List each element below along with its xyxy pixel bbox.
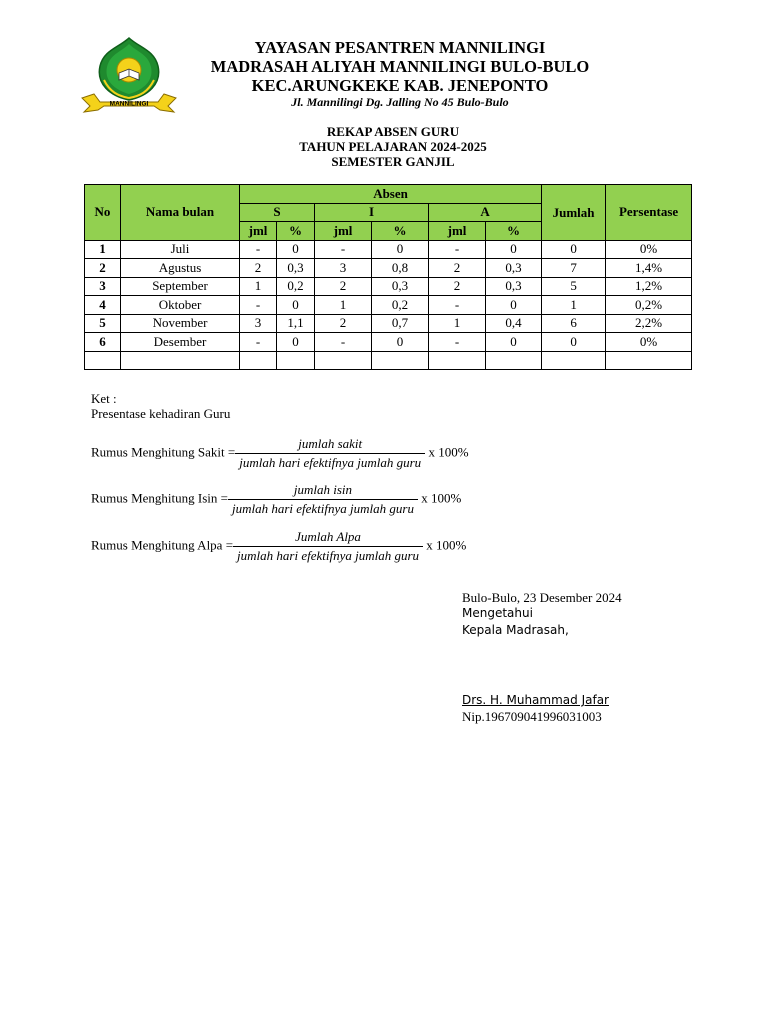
cell-a-pct: 0,3 [486,277,542,296]
header-absen: Absen [240,185,542,204]
cell-persentase: 1,2% [606,277,692,296]
header-jumlah: Jumlah [542,185,606,241]
formula-alpa [91,529,466,563]
signature-name: Drs. H. Muhammad Jafar [462,693,609,707]
header-a-pct: % [486,222,542,241]
formula-isin [91,482,461,516]
formula-alpa-label: Rumus Menghitung Alpa = [91,537,234,553]
report-title: REKAP ABSEN GURU [326,124,460,139]
cell-bulan: Agustus [121,259,240,278]
cell-no: 3 [85,277,121,296]
signature-position: Kepala Madrasah, [462,623,569,637]
table-row [85,296,692,315]
cell-empty [542,351,606,370]
cell-s-pct: 1,1 [277,314,315,333]
cell-i-pct: 0,8 [372,259,429,278]
header-i-pct: % [372,222,429,241]
cell-i-pct: 0,2 [372,296,429,315]
cell-i-pct: 0,3 [372,277,429,296]
cell-s-jml: 3 [240,314,277,333]
formula-alpa-numerator: Jumlah Alpa [233,529,423,547]
cell-persentase: 0% [606,240,692,259]
cell-a-pct: 0 [486,296,542,315]
table-row [85,277,692,296]
cell-a-jml: 2 [429,277,486,296]
signature-mengetahui: Mengetahui [462,606,533,620]
cell-s-jml: - [240,296,277,315]
cell-no: 5 [85,314,121,333]
cell-s-pct: 0 [277,240,315,259]
cell-persentase: 2,2% [606,314,692,333]
cell-i-pct: 0 [372,240,429,259]
cell-bulan: November [121,314,240,333]
table-row [85,314,692,333]
cell-persentase: 0% [606,333,692,352]
cell-jumlah: 0 [542,240,606,259]
cell-jumlah: 5 [542,277,606,296]
cell-s-pct: 0,3 [277,259,315,278]
cell-jumlah: 7 [542,259,606,278]
cell-no: 4 [85,296,121,315]
formula-sakit [91,436,469,470]
cell-i-jml: 2 [315,277,372,296]
cell-bulan: Desember [121,333,240,352]
foundation-name: YAYASAN PESANTREN MANNILINGI [254,38,546,57]
cell-s-jml: 1 [240,277,277,296]
header-nama-bulan: Nama bulan [121,185,240,241]
ket-label: Ket : [91,391,117,406]
header-s-jml: jml [240,222,277,241]
cell-s-pct: 0 [277,296,315,315]
school-address: Jl. Mannilingi Dg. Jalling No 45 Bulo-Bulo [291,95,509,109]
signature-place-date: Bulo-Bulo, 23 Desember 2024 [462,590,622,605]
svg-text:MANNILINGI: MANNILINGI [109,100,149,108]
formula-sakit-fraction [235,436,425,471]
cell-empty [606,351,692,370]
cell-no: 1 [85,240,121,259]
cell-empty [277,351,315,370]
formula-sakit-label: Rumus Menghitung Sakit = [91,444,236,460]
header-s-pct: % [277,222,315,241]
cell-a-jml: - [429,296,486,315]
header-divider [84,113,691,114]
cell-empty [121,351,240,370]
cell-i-pct: 0 [372,333,429,352]
header-no: No [85,185,121,241]
formula-alpa-denominator: jumlah hari efektifnya jumlah guru [237,548,420,563]
cell-s-pct: 0,2 [277,277,315,296]
formula-isin-denominator: jumlah hari efektifnya jumlah guru [231,501,414,516]
header-izin: I [315,203,429,222]
cell-s-jml: 2 [240,259,277,278]
formula-sakit-numerator: jumlah sakit [235,436,425,454]
cell-a-pct: 0 [486,240,542,259]
cell-i-jml: - [315,240,372,259]
cell-empty [429,351,486,370]
ket-description: Presentase kehadiran Guru [91,406,231,421]
cell-empty [486,351,542,370]
cell-a-jml: - [429,333,486,352]
cell-jumlah: 0 [542,333,606,352]
formula-isin-suffix: x 100% [421,490,462,506]
report-semester: SEMESTER GANJIL [331,154,455,169]
cell-bulan: September [121,277,240,296]
cell-a-jml: - [429,240,486,259]
header-persentase: Persentase [606,185,692,241]
cell-a-pct: 0 [486,333,542,352]
cell-empty [240,351,277,370]
cell-i-jml: 1 [315,296,372,315]
cell-i-jml: 3 [315,259,372,278]
attendance-table [84,184,692,370]
signature-nip: Nip.196709041996031003 [462,709,602,724]
cell-a-pct: 0,4 [486,314,542,333]
cell-a-pct: 0,3 [486,259,542,278]
cell-empty [315,351,372,370]
table-row [85,259,692,278]
cell-empty [372,351,429,370]
formula-alpa-fraction [233,529,423,564]
formula-isin-numerator: jumlah isin [228,482,418,500]
cell-bulan: Juli [121,240,240,259]
cell-a-jml: 1 [429,314,486,333]
cell-s-jml: - [240,333,277,352]
table-row [85,240,692,259]
cell-persentase: 0,2% [606,296,692,315]
cell-i-jml: 2 [315,314,372,333]
header-alpa: A [429,203,542,222]
formula-isin-label: Rumus Menghitung Isin = [91,490,228,506]
formula-sakit-denominator: jumlah hari efektifnya jumlah guru [239,455,422,470]
table-body [85,240,692,370]
cell-persentase: 1,4% [606,259,692,278]
formula-sakit-suffix: x 100% [428,444,469,460]
school-name: MADRASAH ALIYAH MANNILINGI BULO-BULO [210,57,590,76]
formula-alpa-suffix: x 100% [426,537,467,553]
table-row-empty [85,351,692,370]
cell-jumlah: 1 [542,296,606,315]
formula-isin-fraction [228,482,418,517]
table-row [85,333,692,352]
header-i-jml: jml [315,222,372,241]
report-year: TAHUN PELAJARAN 2024-2025 [299,139,487,154]
cell-empty [85,351,121,370]
cell-jumlah: 6 [542,314,606,333]
header-sakit: S [240,203,315,222]
district-name: KEC.ARUNGKEKE KAB. JENEPONTO [251,76,549,95]
cell-i-pct: 0,7 [372,314,429,333]
header-a-jml: jml [429,222,486,241]
cell-no: 6 [85,333,121,352]
cell-a-jml: 2 [429,259,486,278]
cell-i-jml: - [315,333,372,352]
cell-no: 2 [85,259,121,278]
cell-s-jml: - [240,240,277,259]
cell-s-pct: 0 [277,333,315,352]
cell-bulan: Oktober [121,296,240,315]
